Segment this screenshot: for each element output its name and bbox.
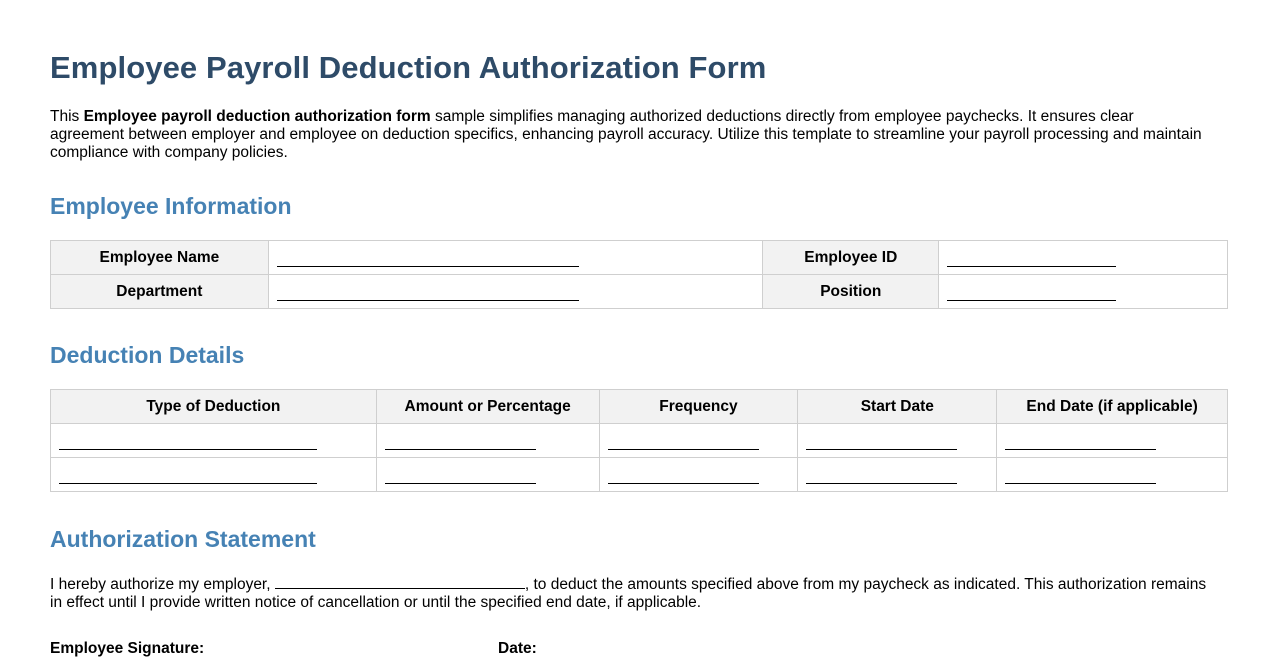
column-header-type: Type of Deduction: [51, 390, 377, 424]
employee-info-table: [50, 240, 1228, 309]
start-date-field[interactable]: [798, 424, 997, 458]
column-header-start-date: Start Date: [798, 390, 997, 424]
authorization-statement: [50, 573, 1220, 612]
intro-bold: Employee payroll deduction authorization form: [83, 108, 431, 125]
table-header-row: [51, 390, 1228, 424]
employer-name-field[interactable]: [275, 573, 525, 589]
table-row: [51, 241, 1228, 275]
intro-suffix: sample simplifies managing authorized deductions directly from employee paychecks. It ensures clear agreement between employer and employee on deduction specifics, enhancing payroll accuracy. Utilize this template to streamline your payroll processing and maintain compliance with company policies.: [50, 108, 1202, 161]
type-field[interactable]: [51, 458, 377, 492]
position-field[interactable]: [939, 275, 1228, 309]
amount-field[interactable]: [376, 458, 599, 492]
intro-paragraph: [50, 108, 1210, 162]
end-date-field[interactable]: [997, 424, 1228, 458]
section-heading-employee-information: Employee Information: [50, 193, 292, 219]
employee-name-label: Employee Name: [51, 241, 269, 275]
column-header-end-date: End Date (if applicable): [997, 390, 1228, 424]
end-date-field[interactable]: [997, 458, 1228, 492]
department-field[interactable]: [268, 275, 763, 309]
amount-field[interactable]: [376, 424, 599, 458]
employee-id-field[interactable]: [939, 241, 1228, 275]
position-label: Position: [763, 275, 939, 309]
department-label: Department: [51, 275, 269, 309]
section-heading-authorization-statement: Authorization Statement: [50, 526, 316, 552]
start-date-field[interactable]: [798, 458, 997, 492]
type-field[interactable]: [51, 424, 377, 458]
table-row: [51, 275, 1228, 309]
statement-text-after: , to deduct the amounts specified above from my paycheck as indicated. This authorization remains in effect until I provide written notice of cancellation or until the specified end date, if applicable.: [50, 576, 1207, 611]
intro-prefix: This: [50, 108, 84, 125]
statement-text-before: I hereby authorize my employer,: [50, 576, 275, 593]
frequency-field[interactable]: [599, 424, 798, 458]
column-header-amount: Amount or Percentage: [376, 390, 599, 424]
page-title: Employee Payroll Deduction Authorization Form: [50, 50, 767, 85]
employee-name-field[interactable]: [268, 241, 763, 275]
table-row: [51, 424, 1228, 458]
section-heading-deduction-details: Deduction Details: [50, 342, 245, 368]
deduction-details-table: [50, 389, 1228, 492]
date-label: Date:: [498, 640, 537, 657]
frequency-field[interactable]: [599, 458, 798, 492]
employee-id-label: Employee ID: [763, 241, 939, 275]
table-row: [51, 458, 1228, 492]
column-header-frequency: Frequency: [599, 390, 798, 424]
employee-signature-label: Employee Signature:: [50, 640, 205, 657]
